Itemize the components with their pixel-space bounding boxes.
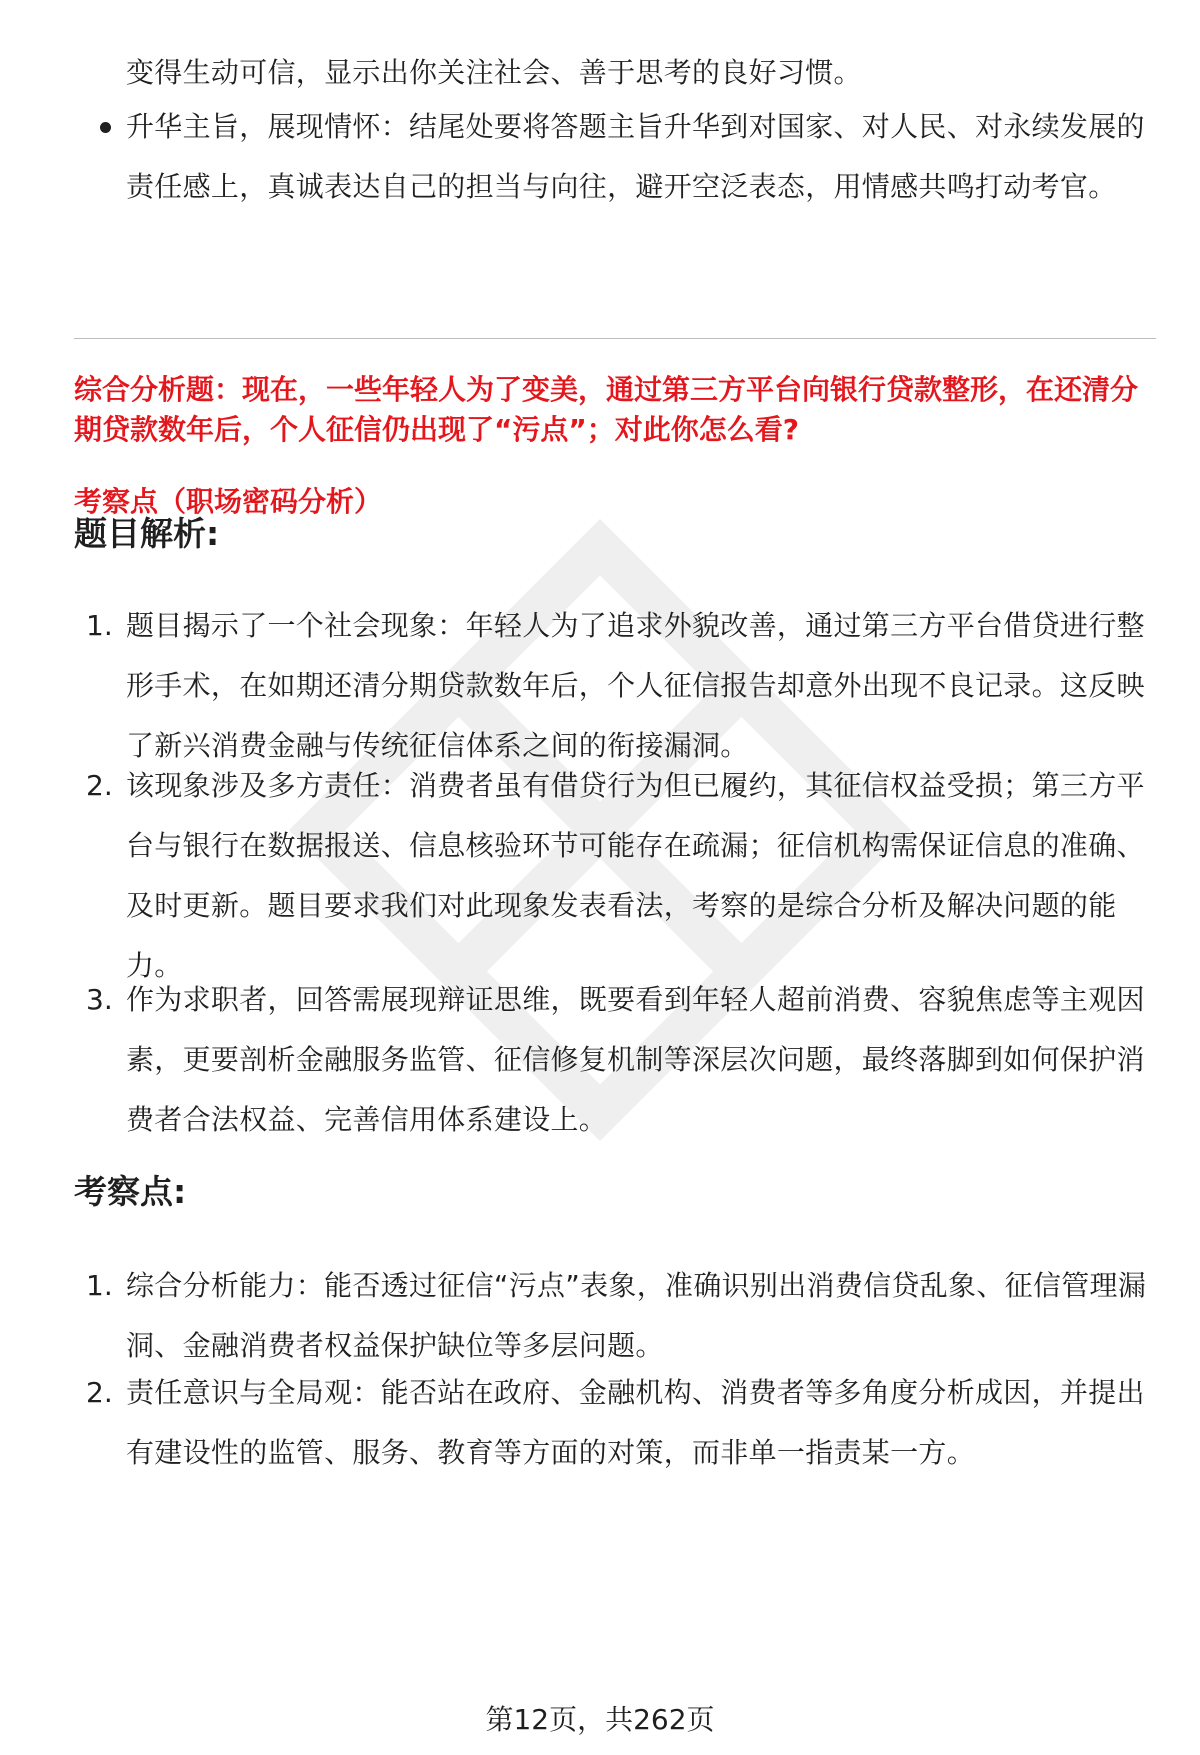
item-number: 2.: [86, 769, 113, 802]
item-text: 题目揭示了一个社会现象：年轻人为了追求外貌改善，通过第三方平台借贷进行整形手术，在如期还清分期贷款数年后，个人征信报告却意外出现不良记录。这反映了新兴消费金融与传统征信体系之间的衔接漏洞。: [126, 609, 1145, 762]
item-text: 作为求职者，回答需展现辩证思维，既要看到年轻人超前消费、容貌焦虑等主观因素，更要剖析金融服务监管、征信修复机制等深层次问题，最终落脚到如何保护消费者合法权益、完善信用体系建设上。: [126, 983, 1145, 1136]
bullet-dot-icon: [100, 122, 111, 133]
item-number: 1.: [86, 609, 113, 642]
section-divider: [74, 338, 1156, 339]
item-number: 3.: [86, 983, 113, 1016]
item-number: 1.: [86, 1269, 113, 1302]
item-text: 该现象涉及多方责任：消费者虽有借贷行为但已履约，其征信权益受损；第三方平台与银行在数据报送、信息核验环节可能存在疏漏；征信机构需保证信息的准确、及时更新。题目要求我们对此现象发表看法，考察的是综合分析及解决问题的能力。: [126, 769, 1145, 982]
item-text: 责任意识与全局观：能否站在政府、金融机构、消费者等多角度分析成因，并提出有建设性的监管、服务、教育等方面的对策，而非单一指责某一方。: [126, 1376, 1145, 1469]
analysis-heading: 题目解析:: [74, 514, 220, 553]
paragraph-continuation: 变得生动可信，显示出你关注社会、善于思考的良好习惯。: [126, 56, 862, 89]
question-text: 综合分析题：现在，一些年轻人为了变美，通过第三方平台向银行贷款整形，在还清分期贷款数年后，个人征信仍出现了“污点”；对此你怎么看?: [74, 373, 1139, 446]
page-number: 第12页，共262页: [485, 1703, 715, 1736]
bullet-text: 升华主旨，展现情怀：结尾处要将答题主旨升华到对国家、对人民、对永续发展的责任感上，真诚表达自己的担当与向往，避开空泛表态，用情感共鸣打动考官。: [126, 110, 1145, 203]
item-number: 2.: [86, 1376, 113, 1409]
item-text: 综合分析能力：能否透过征信“污点”表象，准确识别出消费信贷乱象、征信管理漏洞、金融消费者权益保护缺位等多层问题。: [126, 1269, 1147, 1362]
points-heading: 考察点:: [74, 1172, 187, 1211]
question-focus-label: 考察点（职场密码分析）: [74, 485, 383, 518]
